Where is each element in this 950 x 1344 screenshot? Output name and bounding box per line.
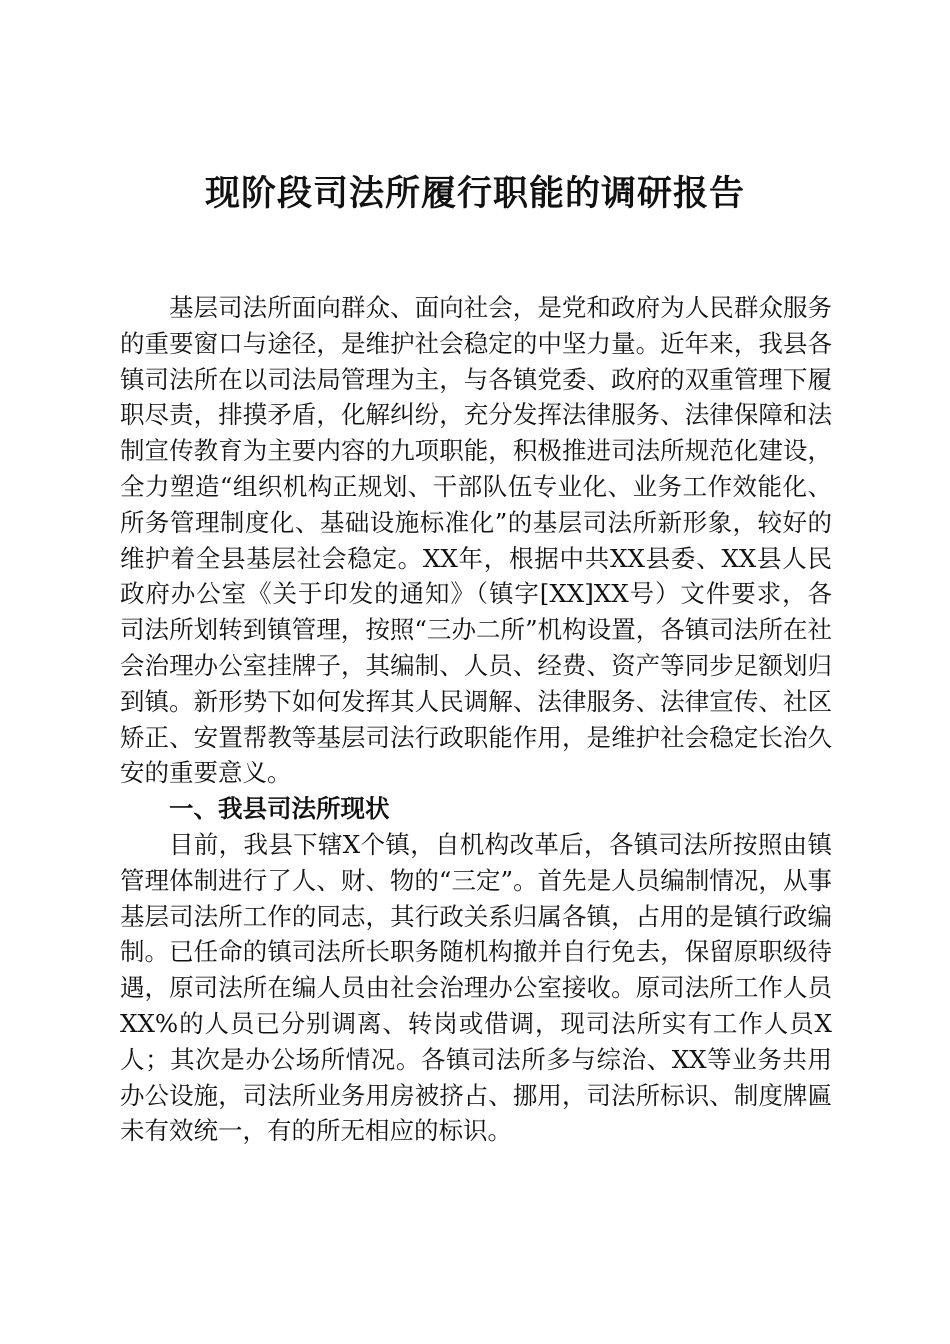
document-body — [120, 290, 832, 1149]
section-paragraph: 目前，我县下辖X个镇，自机构改革后，各镇司法所按照由镇管理体制进行了人、财、物的“三定”。首先是人员编制情况，从事基层司法所工作的同志，其行政关系归属各镇，占用的是镇行政编制。已任命的镇司法所长职务随机构撤并自行免去，保留原职级待遇，原司法所在编人员由社会治理办公室接收。原司法所工作人员XX%的人员已分别调离、转岗或借调，现司法所实有工作人员X人；其次是办公场所情况。各镇司法所多与综治、XX等业务共用办公设施，司法所业务用房被挤占、挪用，司法所标识、制度牌匾未有效统一，有的所无相应的标识。 — [120, 829, 832, 1146]
section-heading: 一、我县司法所现状 — [169, 794, 390, 824]
document-title: 现阶段司法所履行职能的调研报告 — [204, 173, 745, 214]
intro-paragraph: 基层司法所面向群众、面向社会，是党和政府为人民群众服务的重要窗口与途径，是维护社会稳定的中坚力量。近年来，我县各镇司法所在以司法局管理为主，与各镇党委、政府的双重管理下履职尽责，排摸矛盾，化解纠纷，充分发挥法律服务、法律保障和法制宣传教育为主要内容的九项职能，积极推进司法所规范化建设，全力塑造“组织机构正规划、干部队伍专业化、业务工作效能化、所务管理制度化、基础设施标准化”的基层司法所新形象，较好的维护着全县基层社会稳定。XX年，根据中共XX县委、XX县人民政府办公室《关于印发的通知》（镇字[XX]XX号）文件要求，各司法所划转到镇管理，按照“三办二所”机构设置，各镇司法所在社会治理办公室挂牌子，其编制、人员、经费、资产等同步足额划归到镇。新形势下如何发挥其人民调解、法律服务、法律宣传、社区矫正、安置帮教等基层司法行政职能作用，是维护社会稳定长治久安的重要意义。 — [120, 293, 832, 788]
